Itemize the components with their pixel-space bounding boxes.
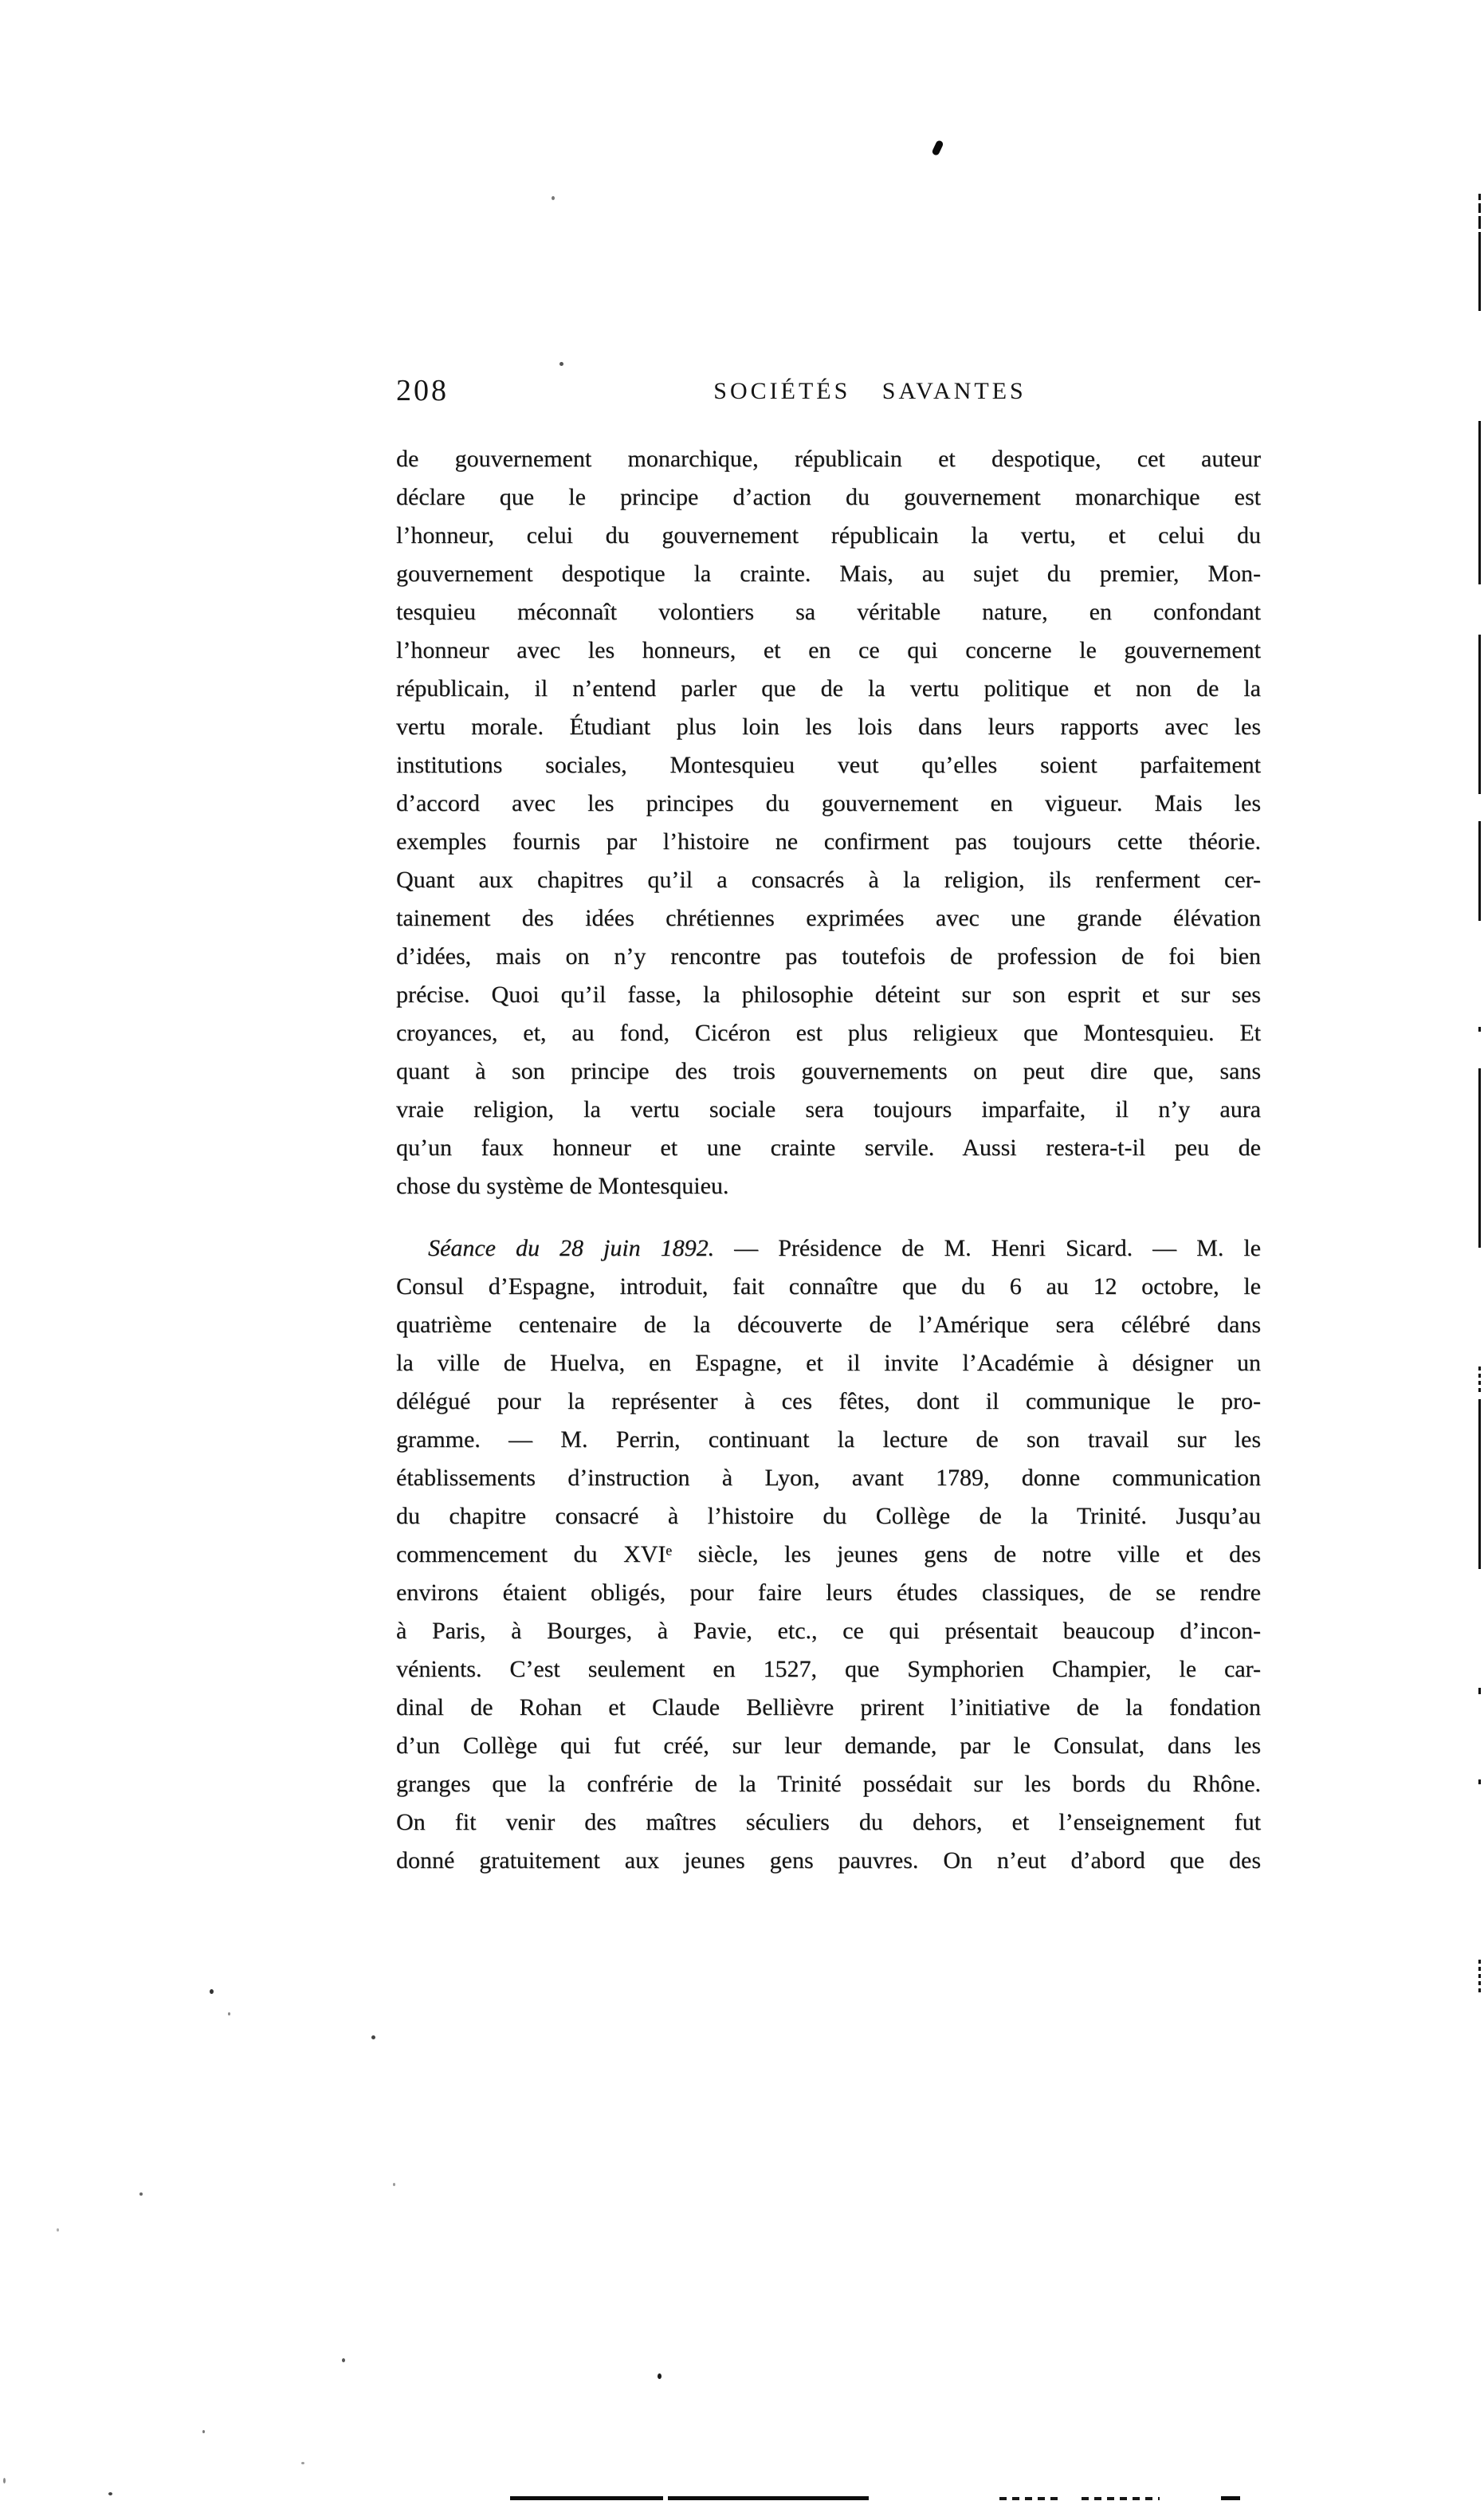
text-line: croyances, et, au fond, Cicéron est plus religieux que Montesquieu. Et <box>396 1020 1261 1046</box>
page-header <box>396 370 1261 415</box>
text-line: l’honneur, celui du gouvernement républicain la vertu, et celui du <box>396 522 1261 549</box>
paragraph-seance-body <box>396 1268 1261 1880</box>
scan-speck <box>202 2430 205 2433</box>
text-line: Consul d’Espagne, introduit, fait connaître que du 6 au 12 octobre, le <box>396 1273 1261 1300</box>
scan-edge-line <box>1478 421 1481 584</box>
scan-speck <box>3 2478 6 2483</box>
scan-speck <box>210 1989 214 1994</box>
text-line: délégué pour la représenter à ces fêtes, dont il communique le pro- <box>396 1388 1261 1414</box>
scan-edge-line-dashed <box>1478 1960 1481 1993</box>
text-line: républicain, il n’entend parler que de la vertu politique et non de la <box>396 675 1261 702</box>
scan-speck <box>301 2462 304 2464</box>
text-line: vertu morale. Étudiant plus loin les lois dans leurs rapports avec les <box>396 714 1261 740</box>
text-line: quatrième centenaire de la découverte de l’Amérique sera célébré dans <box>396 1311 1261 1338</box>
text-line: à Paris, à Bourges, à Pavie, etc., ce qui présentait beaucoup d’incon- <box>396 1618 1261 1644</box>
scan-speck <box>139 2192 143 2196</box>
scan-edge-line <box>1478 635 1481 794</box>
text-line: quant à son principe des trois gouvernements on peut dire que, sans <box>396 1058 1261 1084</box>
ink-blot <box>931 140 944 156</box>
text-line: exemples fournis par l’histoire ne confirment pas toujours cette théorie. <box>396 828 1261 855</box>
scan-bottom-line-dashed <box>1082 2497 1160 2500</box>
seance-date-italic: Séance du 28 juin 1892. <box>428 1235 715 1261</box>
scan-edge-line-dashed <box>1478 1367 1481 1395</box>
scan-bottom-line <box>1221 2496 1240 2500</box>
scan-speck <box>552 196 555 200</box>
scan-edge-line <box>1478 194 1481 200</box>
page-number: 208 <box>396 374 449 407</box>
scan-speck <box>342 2358 345 2362</box>
scan-bottom-line-dashed <box>999 2497 1062 2500</box>
scan-edge-line <box>1478 1779 1481 1784</box>
scan-edge-line <box>1478 1027 1481 1032</box>
scan-edge-line <box>1478 1688 1481 1694</box>
scan-edge-line <box>1478 1399 1481 1569</box>
scan-edge-line <box>1478 203 1481 213</box>
running-title: SOCIÉTÉS SAVANTES <box>713 378 1027 404</box>
text-line: chose du système de Montesquieu. <box>396 1173 729 1199</box>
text-line: de gouvernement monarchique, républicain et despotique, cet auteur <box>396 446 1261 472</box>
text-line: établissements d’instruction à Lyon, avant 1789, donne communication <box>396 1465 1261 1491</box>
text-line: gouvernement despotique la crainte. Mais, au sujet du premier, Mon- <box>396 560 1261 587</box>
text-line: donné gratuitement aux jeunes gens pauvres. On n’eut d’abord que des <box>396 1847 1261 1874</box>
text-line: gramme. — M. Perrin, continuant la lecture de son travail sur les <box>396 1426 1261 1453</box>
text-line: tesquieu méconnaît volontiers sa véritable nature, en confondant <box>396 599 1261 625</box>
scan-edge-line <box>1478 232 1481 311</box>
scan-bottom-line <box>668 2496 869 2500</box>
text-line: institutions sociales, Montesquieu veut qu’elles soient parfaitement <box>396 752 1261 778</box>
scan-edge-line <box>1478 216 1481 229</box>
text-line: vénients. C’est seulement en 1527, que Symphorien Champier, le car- <box>396 1656 1261 1682</box>
paragraph-montesquieu <box>396 440 1261 1205</box>
text-line: d’accord avec les principes du gouvernement en vigueur. Mais les <box>396 790 1261 816</box>
text-line: qu’un faux honneur et une crainte servile. Aussi restera-t-il peu de <box>396 1134 1261 1161</box>
scan-speck <box>559 362 563 366</box>
scan-bottom-line <box>510 2496 663 2500</box>
text-line: granges que la confrérie de la Trinité possédait sur les bords du Rhône. <box>396 1771 1261 1797</box>
scan-speck <box>108 2492 112 2495</box>
text-column <box>396 440 1261 1880</box>
text-line: l’honneur avec les honneurs, et en ce qui concerne le gouvernement <box>396 637 1261 663</box>
text-line: On fit venir des maîtres séculiers du dehors, et l’enseignement fut <box>396 1809 1261 1835</box>
scan-speck <box>658 2373 662 2379</box>
scan-speck <box>57 2228 59 2232</box>
seance-line-rest: — Présidence de M. Henri Sicard. — M. le <box>714 1235 1261 1261</box>
scan-speck <box>228 2012 230 2015</box>
text-line: la ville de Huelva, en Espagne, et il invite l’Académie à désigner un <box>396 1350 1261 1376</box>
text-line <box>396 1229 1261 1268</box>
scan-speck <box>393 2183 395 2186</box>
text-line: dinal de Rohan et Claude Bellièvre prirent l’initiative de la fondation <box>396 1694 1261 1720</box>
text-line: environs étaient obligés, pour faire leurs études classiques, de se rendre <box>396 1579 1261 1606</box>
text-line: du chapitre consacré à l’histoire du Collège de la Trinité. Jusqu’au <box>396 1503 1261 1529</box>
scan-edge-line <box>1478 1068 1481 1248</box>
text-line: d’un Collège qui fut créé, sur leur demande, par le Consulat, dans les <box>396 1732 1261 1759</box>
text-line: déclare que le principe d’action du gouvernement monarchique est <box>396 484 1261 510</box>
text-line: précise. Quoi qu’il fasse, la philosophie déteint sur son esprit et sur ses <box>396 981 1261 1008</box>
text-line: d’idées, mais on n’y rencontre pas toutefois de profession de foi bien <box>396 943 1261 969</box>
scan-speck <box>371 2035 375 2039</box>
text-line: commencement du XVIᵉ siècle, les jeunes gens de notre ville et des <box>396 1541 1261 1567</box>
text-line: vraie religion, la vertu sociale sera toujours imparfaite, il n’y aura <box>396 1096 1261 1123</box>
scan-edge-line <box>1478 821 1481 921</box>
text-line: Quant aux chapitres qu’il a consacrés à la religion, ils renferment cer- <box>396 867 1261 893</box>
text-line: tainement des idées chrétiennes exprimées avec une grande élévation <box>396 905 1261 931</box>
paragraph-seance <box>396 1229 1261 1880</box>
